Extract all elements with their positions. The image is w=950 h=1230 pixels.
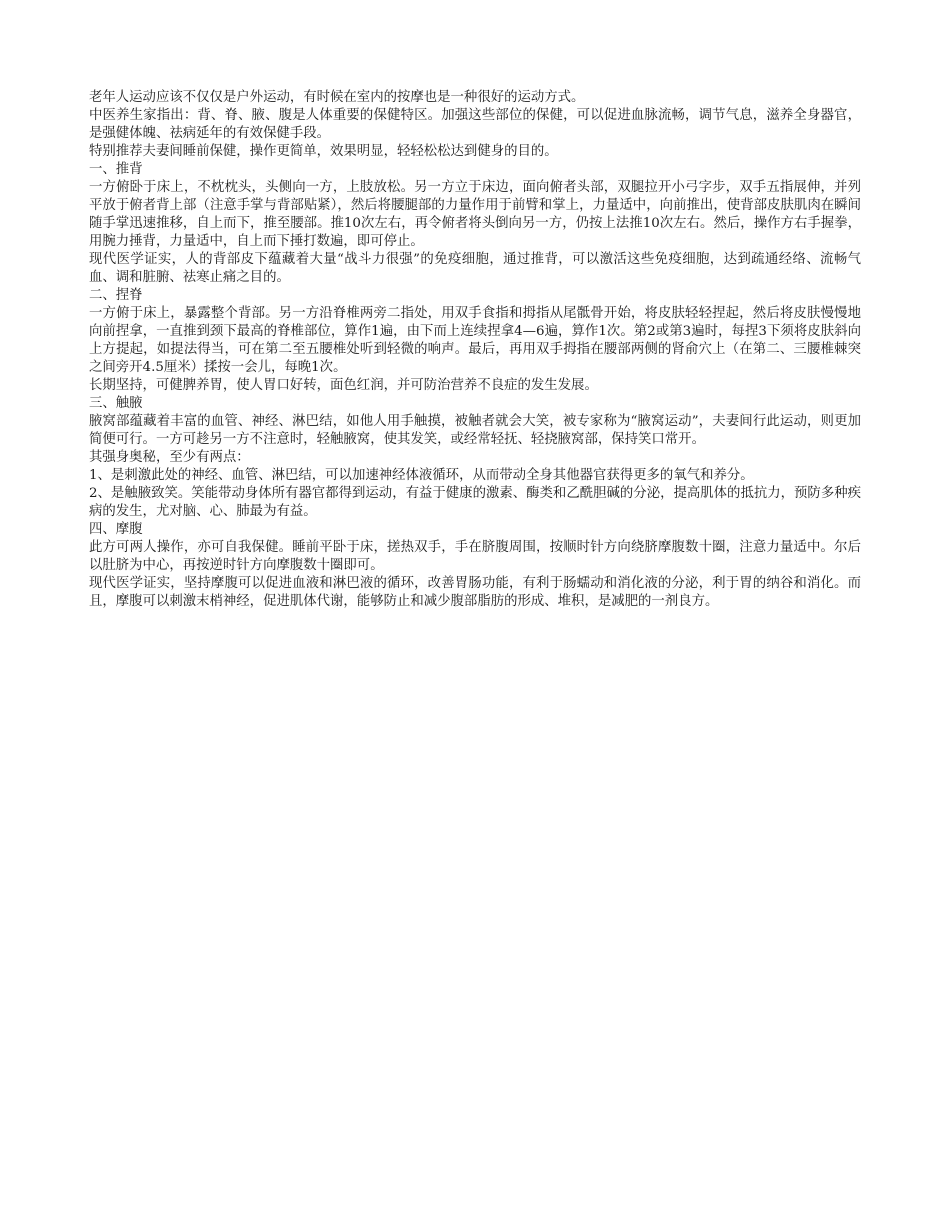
tcm-paragraph: 中医养生家指出：背、脊、腋、腹是人体重要的保健特区。加强这些部位的保健，可以促进血脉流畅，调节气息，滋养全身器官，是强健体魄、祛病延年的有效保健手段。 xyxy=(89,108,861,141)
section-heading-touch-armpit: 三、触腋 xyxy=(89,396,143,411)
touch-armpit-point-1: 1、是刺激此处的神经、血管、淋巴结，可以加速神经体液循环，从而带动全身其他器官获得更多的氧气和养分。 xyxy=(89,468,754,483)
rub-belly-benefit-paragraph: 现代医学证实，坚持摩腹可以促进血液和淋巴液的循环，改善胃肠功能，有利于肠蠕动和消化液的分泌，利于胃的纳谷和消化。而且，摩腹可以刺激末梢神经，促进肌体代谢，能够防止和减少腹部脂肪的形成、堆积，是减肥的一剂良方。 xyxy=(89,576,861,609)
document-body xyxy=(89,89,861,611)
pinch-spine-method-paragraph: 一方俯于床上，暴露整个背部。另一方沿脊椎两旁二指处，用双手食指和拇指从尾骶骨开始，将皮肤轻轻捏起，然后将皮肤慢慢地向前捏拿，一直推到颈下最高的脊椎部位，算作1遍，由下而上连续捏拿4—6遍，算作1次。第2或第3遍时，每捏3下须将皮肤斜向上方提起，如提法得当，可在第二至五腰椎处听到轻微的响声。最后，再用双手拇指在腰部两侧的肾俞穴上（在第二、三腰椎棘突之间旁开4.5厘米）揉按一会儿，每晚1次。 xyxy=(89,306,861,375)
push-back-benefit-paragraph: 现代医学证实，人的背部皮下蕴藏着大量“战斗力很强”的免疫细胞，通过推背，可以激活这些免疫细胞，达到疏通经络、流畅气血、调和脏腑、祛寒止痛之目的。 xyxy=(89,252,861,285)
touch-armpit-method-paragraph: 腋窝部蕴藏着丰富的血管、神经、淋巴结，如他人用手触摸，被触者就会大笑，被专家称为“腋窝运动”，夫妻间行此运动，则更加简便可行。一方可趁另一方不注意时，轻触腋窝，使其发笑，或经常轻抚、轻挠腋窝部，保持笑口常开。 xyxy=(89,414,861,447)
touch-armpit-secret-paragraph: 其强身奥秘，至少有两点： xyxy=(89,450,250,465)
recommend-paragraph: 特别推荐夫妻间睡前保健，操作更简单，效果明显，轻轻松松达到健身的目的。 xyxy=(89,144,558,159)
rub-belly-method-paragraph: 此方可两人操作，亦可自我保健。睡前平卧于床，搓热双手，手在脐腹周围，按顺时针方向绕脐摩腹数十圈，注意力量适中。尔后以肚脐为中心，再按逆时针方向摩腹数十圈即可。 xyxy=(89,540,861,573)
intro-paragraph: 老年人运动应该不仅仅是户外运动，有时候在室内的按摩也是一种很好的运动方式。 xyxy=(89,90,585,105)
section-heading-rub-belly: 四、摩腹 xyxy=(89,522,143,537)
pinch-spine-benefit-paragraph: 长期坚持，可健脾养胃，使人胃口好转，面色红润，并可防治营养不良症的发生发展。 xyxy=(89,378,598,393)
section-heading-pinch-spine: 二、捏脊 xyxy=(89,288,143,303)
touch-armpit-point-2: 2、是触腋致笑。笑能带动身体所有器官都得到运动，有益于健康的激素、酶类和乙酰胆碱的分泌，提高肌体的抵抗力，预防多种疾病的发生，尤对脑、心、肺最为有益。 xyxy=(89,486,861,519)
section-heading-push-back: 一、推背 xyxy=(89,162,143,177)
push-back-method-paragraph: 一方俯卧于床上，不枕枕头，头侧向一方，上肢放松。另一方立于床边，面向俯者头部，双腿拉开小弓字步，双手五指展伸，并列平放于俯者背上部（注意手掌与背部贴紧），然后将腰腿部的力量作用于前臂和掌上，力量适中，向前推出，使背部皮肤肌肉在瞬间随手掌迅速推移，自上而下，推至腰部。推10次左右，再令俯者将头倒向另一方，仍按上法推10次左右。然后，操作方右手握拳，用腕力捶背，力量适中，自上而下捶打数遍，即可停止。 xyxy=(89,180,861,249)
